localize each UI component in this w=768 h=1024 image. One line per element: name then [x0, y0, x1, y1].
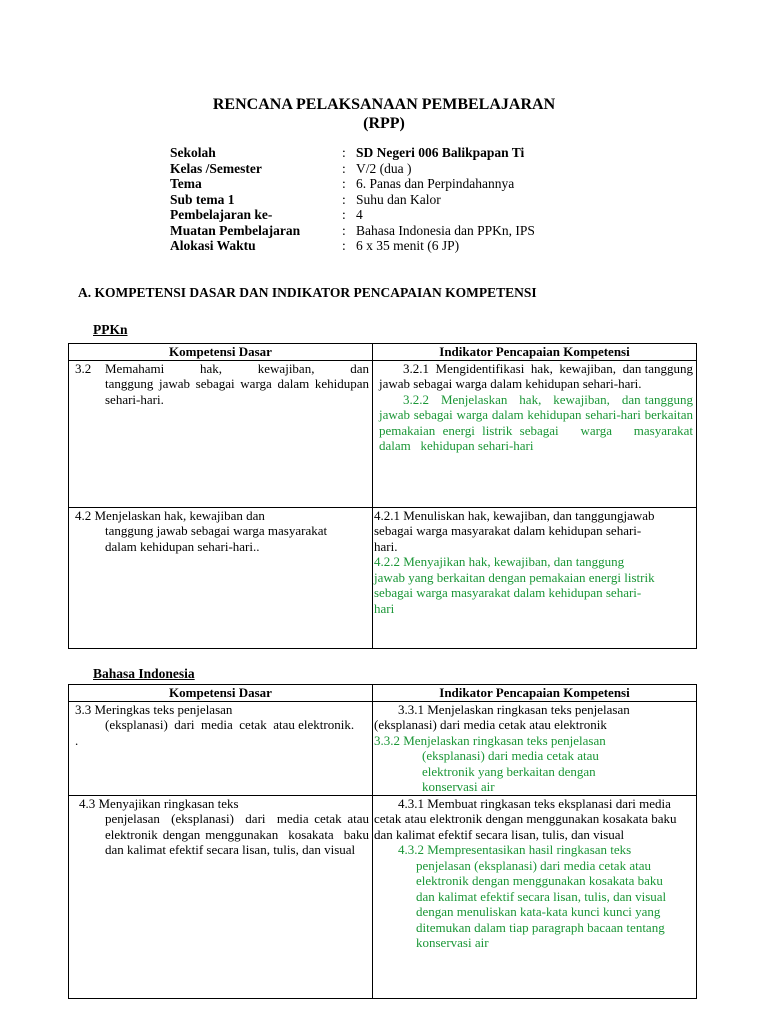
identity-row-sekolah [170, 145, 610, 161]
kd-first-line [75, 361, 369, 377]
ipk-text-highlight-rest: penjelasan (eksplanasi) dari media cetak atau elektronik dengan menggunakan kosakata baku dan kalimat efektif secara lisan, tulis, dan visual dengan menuliskan kata-kata kunci kunci yang ditemukan dalam tiap paragraph bacaan tentang konservasi air [416, 857, 667, 950]
document-subtitle: (RPP) [363, 115, 405, 132]
identity-colon: : [342, 145, 346, 160]
column-header-ipk: Indikator Pencapaian Kompetensi [373, 685, 697, 702]
kd-dot: . [75, 732, 79, 748]
identity-value: 4 [356, 207, 363, 222]
identity-label: Kelas /Semester [170, 160, 262, 176]
identity-colon: : [342, 238, 346, 253]
ipk-cell [373, 795, 697, 998]
ipk-cell [373, 360, 703, 507]
ipk-text: 4.2.1 Menuliskan hak, kewajiban, dan tanggungjawab sebagai warga masyarakat dalam kehidupan sehari-hari. [374, 507, 655, 554]
subject-heading-ppkn: PPKn [93, 322, 128, 337]
ipk-text-highlight: 3.2.2 Menjelaskan hak, kewajiban, dan tanggung jawab sebagai warga dalam kehidupan sehari-hari berkaitan pemakaian energi listrik sebagai warga masyarakat dalam kehidupan sehari-hari [379, 391, 703, 453]
identity-value: Suhu dan Kalor [356, 191, 441, 207]
identity-row-subtema [170, 192, 610, 208]
kd-cell [69, 701, 373, 795]
identity-colon: : [342, 160, 346, 176]
kd-cell [69, 507, 373, 648]
column-header-kd: Kompetensi Dasar [69, 344, 373, 361]
kd-text-rest: penjelasan (eksplanasi) dari media cetak atau elektronik dengan menggunakan kosakata baku dan kalimat efektif secara lisan, tulis, dan visual [105, 811, 376, 857]
bindo-table [68, 684, 697, 999]
column-header-ipk: Indikator Pencapaian Kompetensi [373, 344, 697, 361]
kd-cell [69, 795, 376, 998]
kd-text-rest: tanggung jawab sebagai warga masyarakat dalam kehidupan sehari-hari.. [105, 523, 328, 554]
identity-row-tema [170, 176, 610, 192]
kd-number: 3.2 [75, 360, 92, 376]
identity-value: 6. Panas dan Perpindahannya [356, 176, 515, 191]
identity-row-pembelajaran [170, 207, 610, 223]
identity-colon: : [342, 222, 346, 238]
kd-text-first: 3.3 Meringkas teks penjelasan [75, 701, 233, 717]
identity-value: 6 x 35 menit (6 JP) [356, 238, 460, 253]
identity-label: Muatan Pembelajaran [170, 222, 301, 238]
identity-colon: : [342, 207, 346, 222]
column-header-kd: Kompetensi Dasar [69, 685, 373, 702]
ipk-text-highlight-first: 3.3.2 Menjelaskan ringkasan teks penjelasan [374, 732, 606, 748]
ppkn-table [68, 343, 703, 649]
kd-cell [69, 360, 373, 507]
identity-label: Sub tema 1 [170, 191, 235, 207]
section-heading-a: A. KOMPETENSI DASAR DAN INDIKATOR PENCAPAIAN KOMPETENSI [78, 285, 537, 300]
identity-value: SD Negeri 006 Balikpapan Ti [356, 145, 525, 160]
ipk-text: 4.3.1 Membuat ringkasan teks eksplanasi dari media cetak atau elektronik dengan menggunakan kosakata baku dan kalimat efektif secara lisan, tulis, dan visual [374, 795, 677, 842]
kd-text-first: 4.3 Menyajikan ringkasan teks [79, 795, 239, 811]
subject-heading-bindo: Bahasa Indonesia [93, 666, 195, 681]
identity-value: V/2 (dua ) [356, 160, 412, 176]
document-title: RENCANA PELAKSANAAN PEMBELAJARAN [212, 96, 556, 113]
kd-text-first: 4.2 Menjelaskan hak, kewajiban dan [75, 507, 265, 523]
identity-label: Tema [170, 176, 202, 191]
identity-label: Alokasi Waktu [170, 238, 256, 253]
kd-text-rest: (eksplanasi) dari media cetak atau elektronik. [105, 717, 355, 732]
identity-label: Sekolah [170, 145, 216, 160]
ipk-cell [373, 507, 697, 648]
ipk-text: 3.2.1 Mengidentifikasi hak, kewajiban, dan tanggung jawab sebagai warga dalam kehidupan sehari-hari. [379, 360, 697, 391]
identity-value: Bahasa Indonesia dan PPKn, IPS [356, 222, 535, 238]
table-header-row [69, 344, 697, 361]
identity-block [170, 145, 610, 254]
table-row [69, 507, 697, 648]
ipk-text-highlight-first: 4.3.2 Mempresentasikan hasil ringkasan teks [398, 842, 632, 857]
ipk-text-highlight: 4.2.2 Menyajikan hak, kewajiban, dan tanggung jawab yang berkaitan dengan pemakaian energi listrik sebagai warga masyarakat dalam kehidupan sehari-hari [374, 554, 655, 616]
kd-text-rest: tanggung jawab sebagai warga dalam kehidupan sehari-hari. [105, 376, 369, 407]
ipk-cell [373, 701, 697, 795]
table-row [69, 360, 697, 507]
identity-label: Pembelajaran ke- [170, 207, 273, 222]
identity-colon: : [342, 176, 346, 191]
identity-row-alokasi [170, 238, 610, 254]
identity-row-kelas [170, 161, 610, 177]
ipk-text-highlight-rest: (eksplanasi) dari media cetak atau elektronik yang berkaitan dengan konservasi air [422, 748, 599, 794]
table-row [69, 795, 697, 998]
table-row [69, 701, 697, 795]
identity-colon: : [342, 191, 346, 207]
table-header-row [69, 685, 697, 702]
ipk-text: 3.3.1 Menjelaskan ringkasan teks penjelasan (eksplanasi) dari media cetak atau elektronik [374, 701, 630, 732]
kd-text-first: Memahami hak, kewajiban, dan [105, 360, 369, 376]
identity-row-muatan [170, 223, 610, 239]
